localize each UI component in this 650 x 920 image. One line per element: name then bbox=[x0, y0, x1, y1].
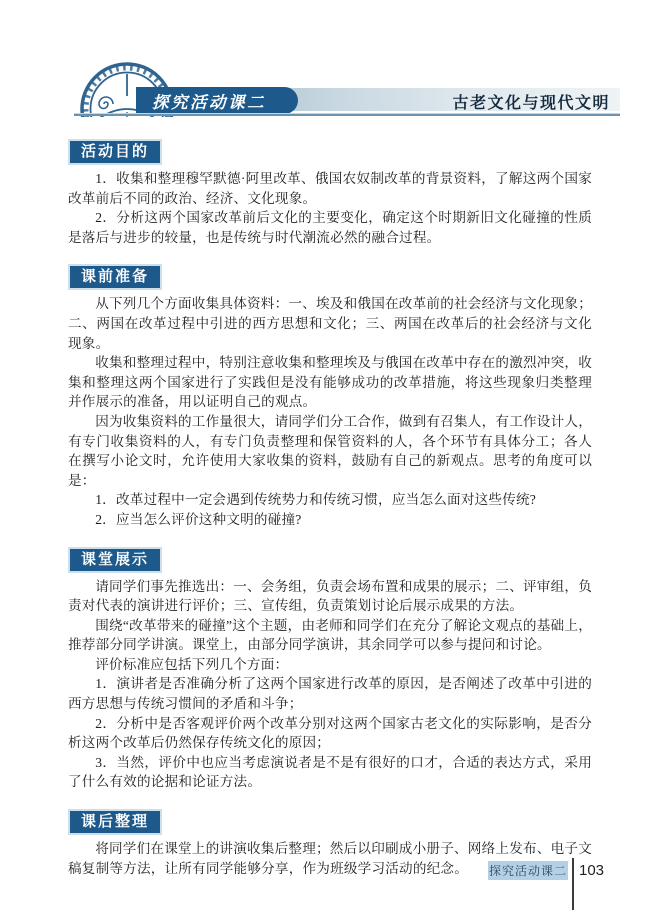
page-body bbox=[68, 139, 592, 895]
paragraph: 1．演讲者是否准确分析了这两个国家进行改革的原因，是否阐述了改革中引进的西方思想与传统习惯间的矛盾和斗争； bbox=[68, 676, 592, 712]
footer-divider bbox=[572, 858, 574, 910]
paragraph: 因为收集资料的工作量很大，请同学们分工合作，做到有召集人，有工作设计人，有专门收集资料的人，有专门负责整理和保管资料的人，各个环节有具体分工；各人在撰写小论文时，允许使用大家收集的资料，鼓励有自己的新观点。思考的角度可以是： bbox=[68, 413, 592, 488]
paragraph: 请同学们事先推选出：一、会务组，负责会场布置和成果的展示；二、评审组，负责对代表的演讲进行评价；三、宣传组，负责策划讨论后展示成果的方法。 bbox=[68, 578, 592, 614]
paragraph: 3．当然，评价中也应当考虑演说者是不是有很好的口才，合适的表达方式，采用了什么有效的论据和论证方法。 bbox=[68, 754, 592, 790]
section-preclass-preparation bbox=[68, 264, 592, 529]
paragraph: 1．改革过程中一定会遇到传统势力和传统习惯，应当怎么面对这些传统? bbox=[95, 492, 537, 508]
paragraph: 评价标准应包括下列几个方面： bbox=[95, 656, 289, 672]
header-rule bbox=[74, 113, 620, 116]
section-title: 课堂展示 bbox=[68, 547, 162, 573]
paragraph: 收集和整理过程中，特别注意收集和整理埃及与俄国在改革中存在的激烈冲突，收集和整理这两个国家进行了实践但是没有能够成功的改革措施，将这些现象归类整理并作展示的准备，用以证明自己的观点。 bbox=[68, 355, 592, 410]
chapter-title: 古老文化与现代文明 bbox=[452, 95, 610, 112]
section-title: 课前准备 bbox=[68, 264, 162, 290]
paragraph: 2．分析中是否客观评价两个改革分别对这两个国家古老文化的实际影响，是否分析这两个改革后仍然保存传统文化的原因； bbox=[68, 715, 592, 751]
paragraph: 从下列几个方面收集具体资料：一、埃及和俄国在改革前的社会经济与文化现象；二、两国在改革过程中引进的西方思想和文化；三、两国在改革后的社会经济与文化现象。 bbox=[68, 296, 592, 351]
footer-lesson-label: 探究活动课二 bbox=[488, 861, 568, 880]
section-activity-goals bbox=[68, 139, 592, 247]
lesson-banner-label: 探究活动课二 bbox=[152, 93, 266, 112]
section-title: 活动目的 bbox=[68, 139, 162, 165]
page-number: 103 bbox=[579, 862, 605, 879]
paragraph: 1．收集和整理穆罕默德·阿里改革、俄国农奴制改革的背景资料，了解这两个国家改革前后不同的政治、经济、文化现象。 bbox=[68, 171, 592, 206]
paragraph: 2．分析这两个国家改革前后文化的主要变化，确定这个时期新旧文化碰撞的性质是落后与进步的较量，也是传统与时代潮流必然的融合过程。 bbox=[68, 210, 592, 245]
paragraph: 2．应当怎么评价这种文明的碰撞? bbox=[95, 511, 302, 527]
paragraph: 将同学们在课堂上的讲演收集后整理；然后以印刷成小册子、网络上发布、电子文稿复制等方法，让所有同学能够分享，作为班级学习活动的纪念。 bbox=[68, 841, 592, 876]
lesson-banner bbox=[136, 87, 298, 114]
section-title: 课后整理 bbox=[68, 809, 162, 835]
paragraph: 围绕“改革带来的碰撞”这个主题，由老师和同学们在充分了解论文观点的基础上，推荐部分同学讲演。课堂上，由部分同学演讲，其余同学可以参与提问和讨论。 bbox=[68, 617, 592, 653]
section-classroom-presentation bbox=[68, 547, 592, 793]
